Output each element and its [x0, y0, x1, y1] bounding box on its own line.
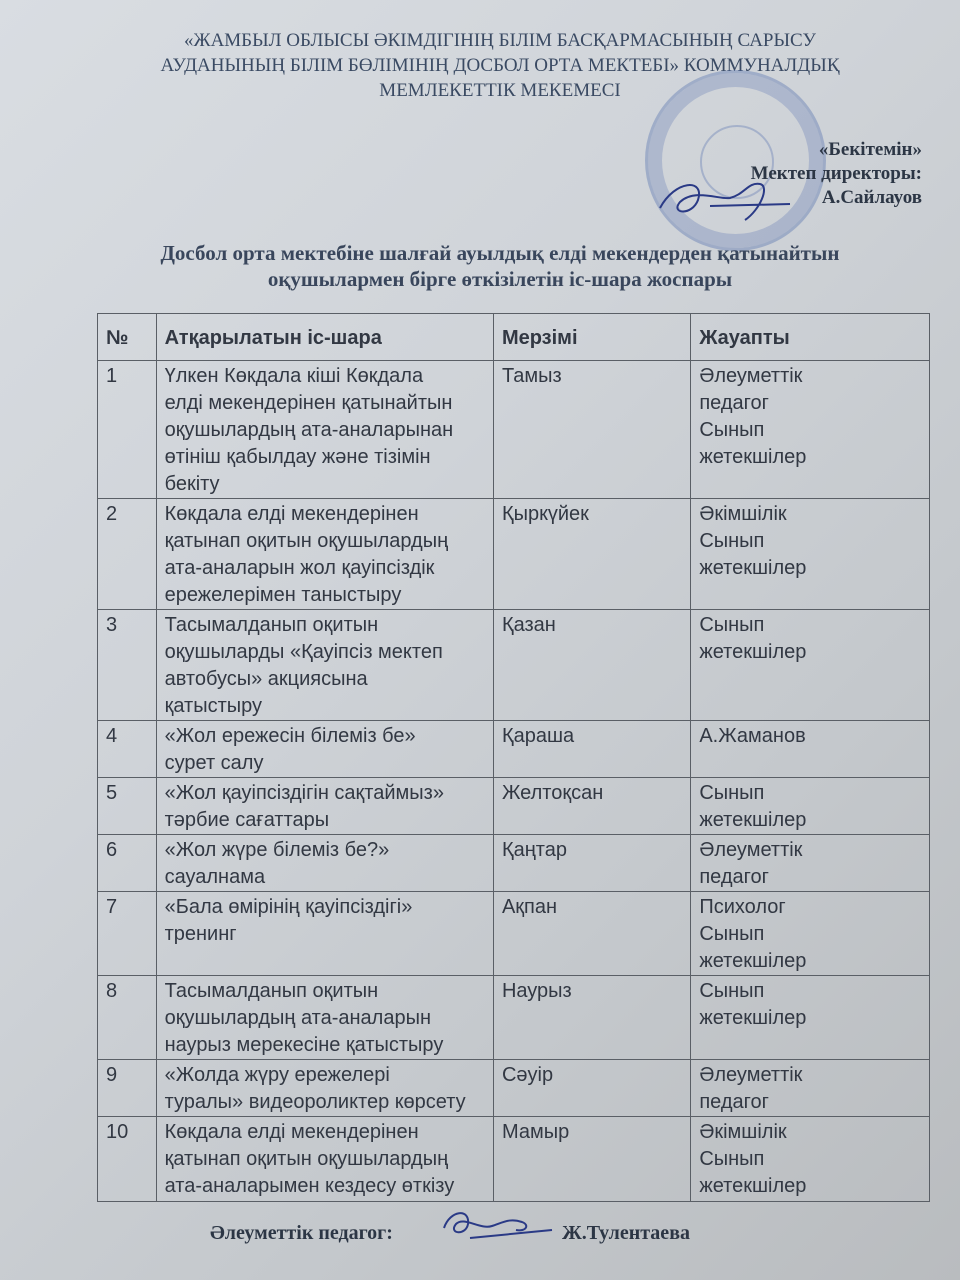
event-line: наурыз мерекесіне қатыстыру [164, 1034, 444, 1056]
row-number: 4 [98, 721, 157, 778]
table-row [98, 499, 930, 610]
event-line: тәрбие сағаттары [164, 809, 330, 831]
table-row [98, 1060, 930, 1117]
responsible-line: Сынып [699, 530, 765, 552]
row-number: 8 [98, 976, 157, 1060]
approval-title: «Бекітемін» [818, 139, 922, 160]
row-responsible [691, 835, 930, 892]
responsible-line: А.Жаманов [699, 725, 806, 747]
table-row [98, 721, 930, 778]
table-row [98, 835, 930, 892]
row-date: Тамыз [493, 361, 690, 499]
responsible-line: Сынып [699, 1148, 765, 1170]
responsible-line: Әкімшілік [699, 503, 787, 525]
row-date: Қыркүйек [493, 499, 690, 610]
table-row [98, 778, 930, 835]
row-date: Қазан [493, 610, 690, 721]
event-line: оқушылардың ата-аналарын [164, 1007, 432, 1029]
event-line: Үлкен Көкдала кіші Көкдала [164, 365, 424, 387]
row-number: 5 [98, 778, 157, 835]
event-line: ата-аналарымен кездесу өткізу [164, 1175, 455, 1197]
row-event [156, 1060, 493, 1117]
approval-name: А.Сайлауов [821, 187, 922, 208]
row-responsible [691, 892, 930, 976]
table-body [98, 361, 930, 1202]
row-event [156, 361, 493, 499]
responsible-line: жетекшілер [699, 1175, 807, 1197]
responsible-line: Сынып [699, 980, 765, 1002]
footer-role: Әлеуметтік педагог: [210, 1222, 393, 1244]
responsible-line: педагог [699, 866, 769, 888]
event-line: «Жолда жүру ережелері [164, 1064, 390, 1086]
event-line: оқушылардың ата-аналарынан [164, 419, 454, 441]
responsible-line: жетекшілер [699, 446, 807, 468]
responsible-line: жетекшілер [699, 950, 807, 972]
event-line: қатынап оқитын оқушылардың [164, 1148, 449, 1170]
responsible-line: Әлеуметтік [699, 365, 803, 387]
header-date: Мерзімі [493, 314, 690, 361]
row-responsible [691, 610, 930, 721]
event-line: автобусы» акциясына [164, 668, 368, 690]
row-number: 6 [98, 835, 157, 892]
row-responsible [691, 499, 930, 610]
event-line: «Жол ережесін білеміз бе» [164, 725, 416, 747]
event-line: Көкдала елді мекендерінен [164, 503, 419, 525]
row-number: 10 [98, 1117, 157, 1202]
row-responsible [691, 778, 930, 835]
row-responsible [691, 1060, 930, 1117]
row-number: 1 [98, 361, 157, 499]
row-event [156, 499, 493, 610]
event-line: өтініш қабылдау және тізімін [164, 446, 431, 468]
header-responsible: Жауапты [691, 314, 930, 361]
event-line: ережелерімен таныстыру [164, 584, 402, 606]
event-line: «Жол жүре білеміз бе?» [164, 839, 390, 861]
event-line: қатыстыру [164, 695, 262, 717]
row-date: Мамыр [493, 1117, 690, 1202]
event-plan-table [97, 313, 930, 1202]
title-line-2: оқушылармен бірге өткізілетін іс-шара жоспары [267, 267, 733, 291]
event-line: елді мекендерінен қатынайтын [164, 392, 453, 414]
header-event: Атқарылатын іс-шара [156, 314, 493, 361]
row-number: 2 [98, 499, 157, 610]
row-event [156, 892, 493, 976]
responsible-line: жетекшілер [699, 809, 807, 831]
row-date: Сәуір [493, 1060, 690, 1117]
event-line: бекіту [164, 473, 220, 495]
row-event [156, 610, 493, 721]
event-line: оқушыларды «Қауіпсіз мектеп [164, 641, 443, 663]
director-signature [650, 170, 800, 230]
table-header-row [98, 314, 930, 361]
responsible-line: Сынып [699, 782, 765, 804]
responsible-line: Әлеуметтік [699, 1064, 803, 1086]
responsible-line: жетекшілер [699, 641, 807, 663]
responsible-line: Психолог [699, 896, 786, 918]
row-event [156, 778, 493, 835]
title-line-1: Досбол орта мектебіне шалғай ауылдық елді мекендерден қатынайтын [160, 241, 840, 265]
event-line: сурет салу [164, 752, 264, 774]
row-date: Ақпан [493, 892, 690, 976]
event-line: Көкдала елді мекендерінен [164, 1121, 419, 1143]
responsible-line: Сынып [699, 923, 765, 945]
table-row [98, 892, 930, 976]
row-number: 3 [98, 610, 157, 721]
row-number: 7 [98, 892, 157, 976]
responsible-line: педагог [699, 1091, 769, 1113]
document-title [100, 240, 900, 292]
row-date: Наурыз [493, 976, 690, 1060]
responsible-line: Сынып [699, 419, 765, 441]
table-row [98, 361, 930, 499]
row-event [156, 976, 493, 1060]
table-row [98, 610, 930, 721]
row-responsible [691, 1117, 930, 1202]
row-responsible [691, 976, 930, 1060]
event-line: туралы» видеороликтер көрсету [164, 1091, 466, 1113]
responsible-line: жетекшілер [699, 1007, 807, 1029]
responsible-line: Сынып [699, 614, 765, 636]
row-date: Қараша [493, 721, 690, 778]
event-line: қатынап оқитын оқушылардың [164, 530, 449, 552]
event-line: ата-аналарын жол қауіпсіздік [164, 557, 435, 579]
responsible-line: педагог [699, 392, 769, 414]
header-number: № [98, 314, 157, 361]
event-line: тренинг [164, 923, 237, 945]
footer-name: Ж.Тулентаева [562, 1222, 690, 1244]
table-row [98, 976, 930, 1060]
event-line: «Бала өмірінің қауіпсіздігі» [164, 896, 413, 918]
footer-signature-line [210, 1222, 690, 1245]
row-number: 9 [98, 1060, 157, 1117]
table-row [98, 1117, 930, 1202]
row-responsible [691, 361, 930, 499]
row-event [156, 835, 493, 892]
event-line: Тасымалданып оқитын [164, 980, 379, 1002]
responsible-line: Әкімшілік [699, 1121, 787, 1143]
responsible-line: жетекшілер [699, 557, 807, 579]
event-line: «Жол қауіпсіздігін сақтаймыз» [164, 782, 444, 804]
row-responsible [691, 721, 930, 778]
event-line: Тасымалданып оқитын [164, 614, 379, 636]
header-line-2: АУДАНЫНЫҢ БІЛІМ БӨЛІМІНІҢ ДОСБОЛ ОРТА МЕКТЕБІ» КОММУНАЛДЫҚ [160, 55, 840, 76]
row-event [156, 1117, 493, 1202]
responsible-line: Әлеуметтік [699, 839, 803, 861]
header-line-3: МЕМЛЕКЕТТІК МЕКЕМЕСІ [379, 80, 621, 101]
row-date: Қаңтар [493, 835, 690, 892]
row-event [156, 721, 493, 778]
event-line: сауалнама [164, 866, 266, 888]
pedagogue-signature [430, 1200, 560, 1250]
header-line-1: «ЖАМБЫЛ ОБЛЫСЫ ӘКІМДІГІНІҢ БІЛІМ БАСҚАРМАСЫНЫҢ САРЫСУ [184, 30, 816, 51]
row-date: Желтоқсан [493, 778, 690, 835]
approval-role: Мектеп директоры: [750, 163, 922, 184]
